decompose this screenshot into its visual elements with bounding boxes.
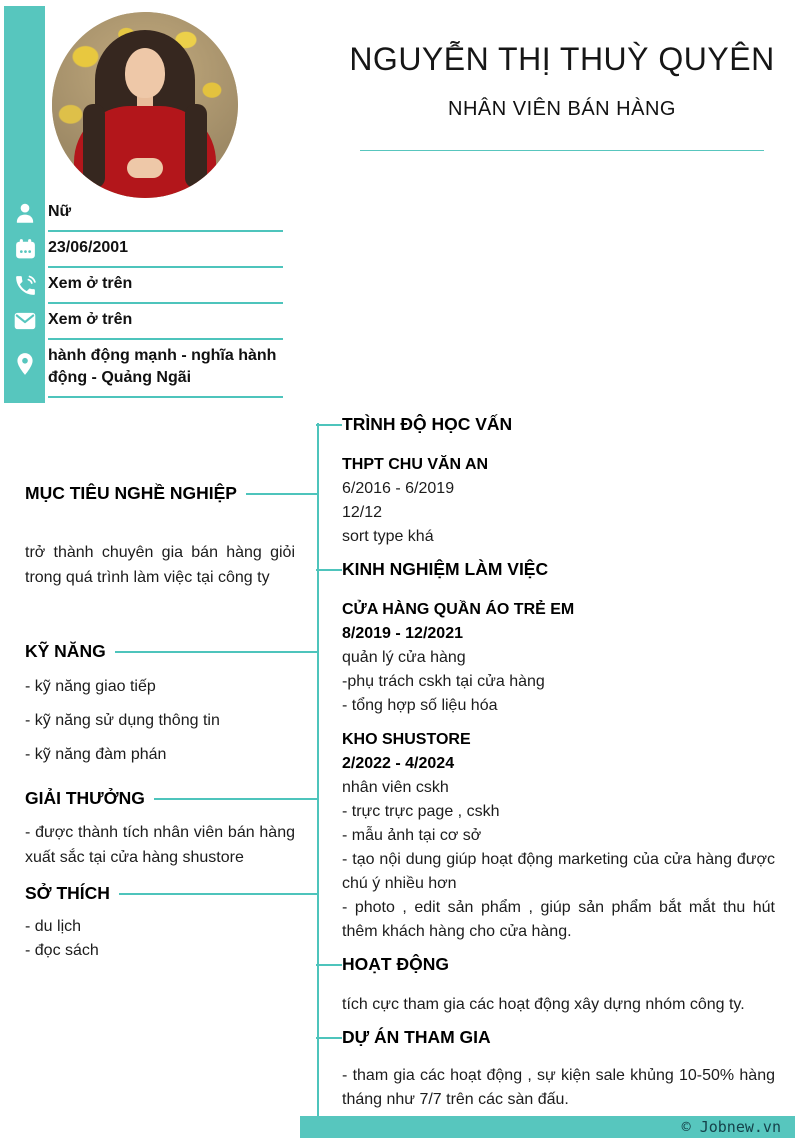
section-title: MỤC TIÊU NGHỀ NGHIỆP [25,483,237,503]
candidate-name: NGUYỄN THỊ THUỲ QUYÊN [349,41,775,77]
section-title: SỞ THÍCH [25,883,110,903]
section-awards-heading [25,788,318,809]
job-duty: - mẫu ảnh tại cơ sở [342,827,482,844]
header-divider [360,150,764,151]
section-title: DỰ ÁN THAM GIA [342,1027,491,1047]
skill-item: - kỹ năng giao tiếp [25,678,156,695]
section-title: HOẠT ĐỘNG [342,954,449,974]
heading-rule [119,893,318,895]
school-name: THPT CHU VĂN AN [342,456,489,473]
mail-icon [10,306,40,336]
job-duty: - tổng hợp số liệu hóa [342,697,498,714]
right-column [342,414,775,1112]
heading-rule [115,651,318,653]
header [340,38,784,151]
footer-credit: © Jobnew.vn [681,1118,781,1136]
education-period: 6/2016 - 6/2019 [342,480,455,497]
heading-tick [316,964,342,966]
heading-rule [246,493,318,495]
photo-hair-strand [83,104,105,188]
skill-item: - kỹ năng sử dụng thông tin [25,712,220,729]
education-note: sort type khá [342,528,434,545]
heading-tick [316,1037,342,1039]
phone-icon [10,270,40,300]
heading-rule [154,798,318,800]
hobby-item: - du lịch [25,918,82,935]
company-name: CỬA HÀNG QUẦN ÁO TRẺ EM [342,601,575,618]
company-name: KHO SHUSTORE [342,731,471,748]
job-duty: - photo , edit sản phẩm , giúp sản phẩm bắt mắt thu hút thêm khách hàng cho cửa hàng. [342,899,775,940]
section-title: GIẢI THƯỞNG [25,788,145,808]
section-title: KINH NGHIỆM LÀM VIỆC [342,559,549,579]
section-hobbies-heading [25,883,318,904]
calendar-icon [10,234,40,264]
objective-text: trở thành chuyên gia bán hàng giỏi trong quá trình làm việc tại công ty [25,544,295,586]
profile-photo [52,12,238,198]
photo-face [125,48,165,98]
job-duty: nhân viên cskh [342,779,449,796]
job-title: NHÂN VIÊN BÁN HÀNG [448,98,676,121]
heading-tick [316,569,342,571]
left-column [25,483,318,963]
job-period: 2/2022 - 4/2024 [342,755,455,772]
section-skills-heading [25,641,318,662]
section-experience-heading [342,559,775,580]
job-duty: - trực trực page , cskh [342,803,500,820]
job-duty: -phụ trách cskh tại cửa hàng [342,673,545,690]
user-icon [10,198,40,228]
contact-row-email [0,309,283,340]
contact-row-gender [0,201,283,232]
job-duty: - tạo nội dung giúp hoạt động marketing của cửa hàng được chú ý nhiều hơn [342,851,775,892]
education-grade: 12/12 [342,504,383,521]
contact-row-phone [0,273,283,304]
contact-value: hành động mạnh - nghĩa hành động - Quảng Ngãi [48,345,283,398]
section-title: TRÌNH ĐỘ HỌC VẤN [342,414,513,434]
section-objective-heading [25,483,318,504]
contact-value: Nữ [48,201,283,232]
photo-hands [127,158,163,178]
contact-value: Xem ở trên [48,273,283,304]
skill-item: - kỹ năng đàm phán [25,746,167,763]
section-projects-heading [342,1027,775,1048]
hobby-item: - đọc sách [25,942,99,959]
job-period: 8/2019 - 12/2021 [342,625,463,642]
projects-text: - tham gia các hoạt động , sự kiện sale khủng 10-50% hàng tháng như 7/7 trên các sàn đấu. [342,1067,775,1108]
activities-text: tích cực tham gia các hoạt động xây dựng nhóm công ty. [342,996,745,1013]
section-education-heading [342,414,775,435]
location-icon [10,349,40,379]
section-title: KỸ NĂNG [25,641,106,661]
job-duty: quản lý cửa hàng [342,649,466,666]
footer-bar [300,1116,795,1138]
award-text: - được thành tích nhân viên bán hàng xuất sắc tại cửa hàng shustore [25,824,295,866]
heading-tick [316,424,342,426]
contact-value: 23/06/2001 [48,237,283,268]
section-activities-heading [342,954,775,975]
contact-row-address [0,345,283,398]
contact-row-birthdate [0,237,283,268]
contact-value: Xem ở trên [48,309,283,340]
photo-hair-strand [185,104,207,188]
